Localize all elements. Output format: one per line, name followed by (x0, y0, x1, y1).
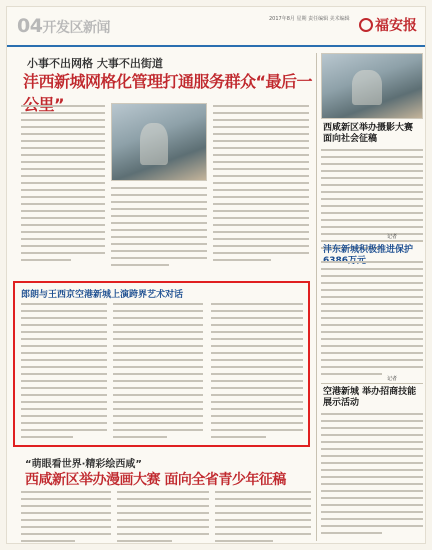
bottom-kicker: “萌眼看世界·精彩绘西咸” (25, 459, 142, 470)
sidebar-story1-body (321, 149, 423, 254)
highlighted-article-title: 郎朗与王西京空港新城上演跨界艺术对话 (21, 290, 184, 300)
sidebar-rule-2 (321, 383, 423, 384)
bottom-headline: 西咸新区举办漫画大赛 面向全省青少年征稿 (25, 472, 286, 488)
sidebar-photo (321, 53, 423, 119)
highlight-body-col2 (113, 303, 203, 443)
highlight-body-col1 (21, 303, 107, 443)
header-date: 2017年8月 星期 责任编辑 美术编辑 (269, 16, 350, 22)
sidebar-byline-1: 记者 (387, 234, 398, 240)
highlight-body-col3 (211, 303, 303, 443)
column-divider (316, 53, 317, 541)
main-body-col3 (213, 105, 309, 266)
main-photo (111, 103, 207, 181)
main-body-col2 (111, 187, 207, 271)
sidebar-story3-body (321, 413, 423, 539)
sidebar-byline-2: 记者 (387, 376, 398, 382)
sidebar-story2-body (321, 261, 423, 380)
page-header (7, 7, 426, 47)
logo-text: 福安报 (375, 18, 417, 34)
bottom-body-col3 (215, 491, 311, 544)
sidebar-rule-1 (321, 241, 423, 242)
main-headline: 沣西新城网格化管理打通服务群众“最后一 (23, 72, 313, 91)
section-number (17, 15, 110, 37)
newspaper-logo (359, 13, 419, 37)
section-label: 开发区新闻 (42, 20, 110, 36)
bottom-body-col2 (117, 491, 209, 544)
bottom-body-col1 (21, 491, 111, 544)
sidebar-story1-title: 西咸新区举办摄影大赛 面向社会征稿 (323, 123, 414, 144)
sidebar-story3-title: 空港新城 举办招商技能展示活动 (323, 387, 417, 408)
sidebar-story2-title: 沣东新城积极推进保护 (323, 245, 414, 255)
logo-seal-icon (359, 18, 373, 32)
main-kicker: 小事不出网格 大事不出街道 (27, 57, 163, 70)
main-body-col1 (21, 105, 105, 266)
section-num-text: 04 (17, 15, 43, 37)
newspaper-page (6, 6, 426, 544)
